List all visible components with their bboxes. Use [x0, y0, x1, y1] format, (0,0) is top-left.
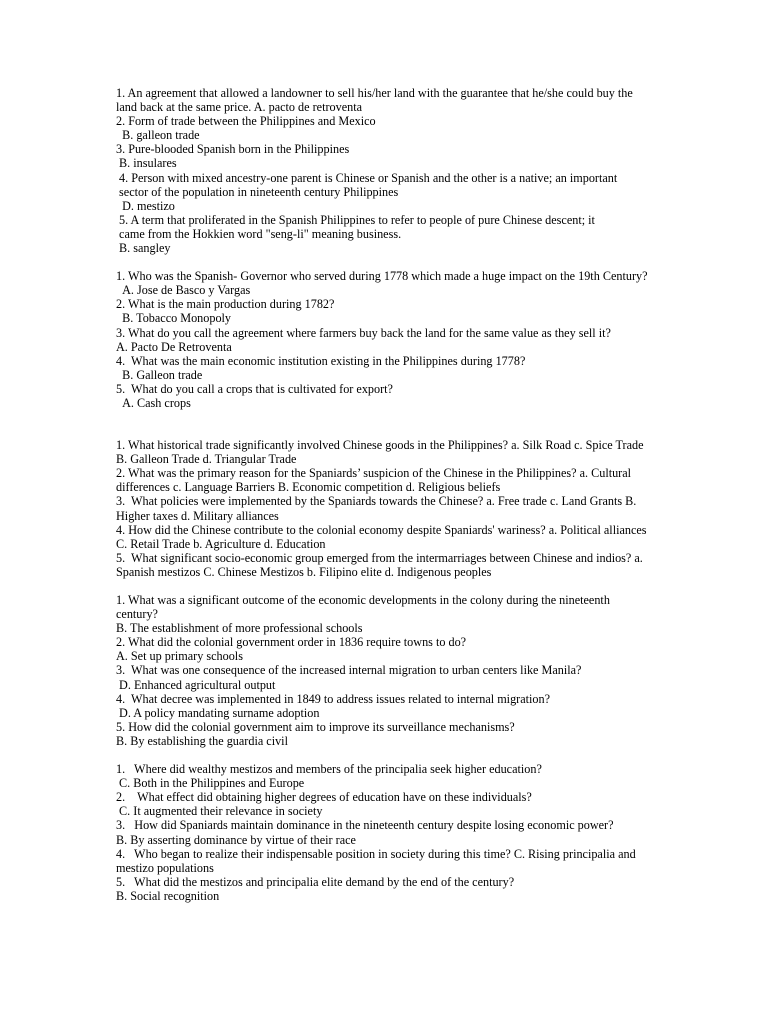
question-2: 2. What effect did obtaining higher degrees of education have on these individuals?: [116, 790, 532, 805]
question-4: 4. What was the main economic institution existing in the Philippines during 1778?: [116, 353, 526, 368]
quiz-section-economy-1778: [116, 269, 652, 410]
answer-3: B. insulares: [116, 156, 177, 171]
quiz-section-land-and-trade: [116, 86, 652, 255]
question-1: 1. Where did wealthy mestizos and members of the principalia seek higher education?: [116, 762, 542, 777]
question-3: 3. What policies were implemented by the Spaniards towards the Chinese? a. Free trade c. Land Grants B. Higher taxes d. Military alliances: [116, 494, 640, 523]
answer-2: B. Tobacco Monopoly: [116, 311, 232, 326]
answer-3: A. Pacto De Retroventa: [116, 339, 232, 354]
question-2: 2. Form of trade between the Philippines and Mexico: [116, 114, 376, 129]
question-2: 2. What was the primary reason for the Spaniards’ suspicion of the Chinese in the Philippines? a. Cultural differences c. Language Barriers B. Economic competition d. Religious beliefs: [116, 466, 635, 495]
answer-3: B. By asserting dominance by virtue of their race: [116, 832, 356, 847]
question-5: 5. A term that proliferated in the Spanish Philippines to refer to people of pure Chinese descent; it: [116, 212, 595, 227]
question-5: 5. How did the colonial government aim to improve its surveillance mechanisms?: [116, 719, 515, 734]
quiz-section-colonial-developments: [116, 593, 652, 748]
question-1: 1. What was a significant outcome of the economic developments in the colony during the nineteenth century?: [116, 593, 613, 622]
quiz-section-mestizos-and-principalia: [116, 762, 652, 903]
question-4: 4. How did the Chinese contribute to the colonial economy despite Spaniards' wariness? a. Political alliances C. Retail Trade b. Agriculture d. Education: [116, 522, 650, 551]
quiz-section-chinese-in-philippines: [116, 438, 652, 579]
answer-5: B. By establishing the guardia civil: [116, 733, 288, 748]
answer-2: B. galleon trade: [116, 128, 200, 143]
answer-3: D. Enhanced agricultural output: [116, 677, 276, 692]
answer-5: A. Cash crops: [116, 395, 191, 410]
question-3: 3. What was one consequence of the increased internal migration to urban centers like Manila?: [116, 663, 582, 678]
question-1: 1. What historical trade significantly involved Chinese goods in the Philippines? a. Silk Road c. Spice Trade B. Galleon Trade d. Triangular Trade: [116, 438, 647, 467]
question-4: 4. Person with mixed ancestry-one parent is Chinese or Spanish and the other is a native; an important: [116, 170, 618, 185]
question-4-continued: sector of the population in nineteenth century Philippines: [116, 184, 399, 199]
question-3: 3. What do you call the agreement where farmers buy back the land for the same value as they sell it?: [116, 325, 611, 340]
question-2: 2. What is the main production during 1782?: [116, 297, 335, 312]
answer-5: B. Social recognition: [116, 888, 220, 903]
answer-2: C. It augmented their relevance in society: [116, 804, 323, 819]
question-2: 2. What did the colonial government order in 1836 require towns to do?: [116, 635, 467, 650]
question-4: 4. Who began to realize their indispensable position in society during this time? C. Rising principalia and mestizo populations: [116, 846, 639, 875]
question-5-continued: came from the Hokkien word "seng-li" meaning business.: [116, 226, 402, 241]
answer-1: B. The establishment of more professional schools: [116, 621, 363, 636]
document-page: [116, 86, 652, 903]
answer-5: B. sangley: [116, 241, 171, 256]
answer-4: B. Galleon trade: [116, 367, 203, 382]
question-5: 5. What do you call a crops that is cultivated for export?: [116, 381, 393, 396]
answer-1: A. Jose de Basco y Vargas: [116, 283, 251, 298]
answer-2: A. Set up primary schools: [116, 649, 243, 664]
answer-4: D. A policy mandating surname adoption: [116, 705, 320, 720]
question-1: 1. Who was the Spanish- Governor who served during 1778 which made a huge impact on the 19th Century?: [116, 269, 648, 284]
answer-4: D. mestizo: [116, 198, 175, 213]
question-3: 3. Pure-blooded Spanish born in the Philippines: [116, 142, 350, 157]
question-5: 5. What did the mestizos and principalia elite demand by the end of the century?: [116, 874, 515, 889]
answer-1: C. Both in the Philippines and Europe: [116, 776, 305, 791]
question-4: 4. What decree was implemented in 1849 to address issues related to internal migration?: [116, 691, 550, 706]
question-5: 5. What significant socio-economic group emerged from the intermarriages between Chinese and indios? a. Spanish mestizos C. Chinese Mestizos b. Filipino elite d. Indigenous peoples: [116, 550, 646, 579]
question-3: 3. How did Spaniards maintain dominance in the nineteenth century despite losing economic power?: [116, 818, 614, 833]
question-1: 1. An agreement that allowed a landowner to sell his/her land with the guarantee that he/she could buy the land back at the same price. A. pacto de retroventa: [116, 86, 636, 115]
